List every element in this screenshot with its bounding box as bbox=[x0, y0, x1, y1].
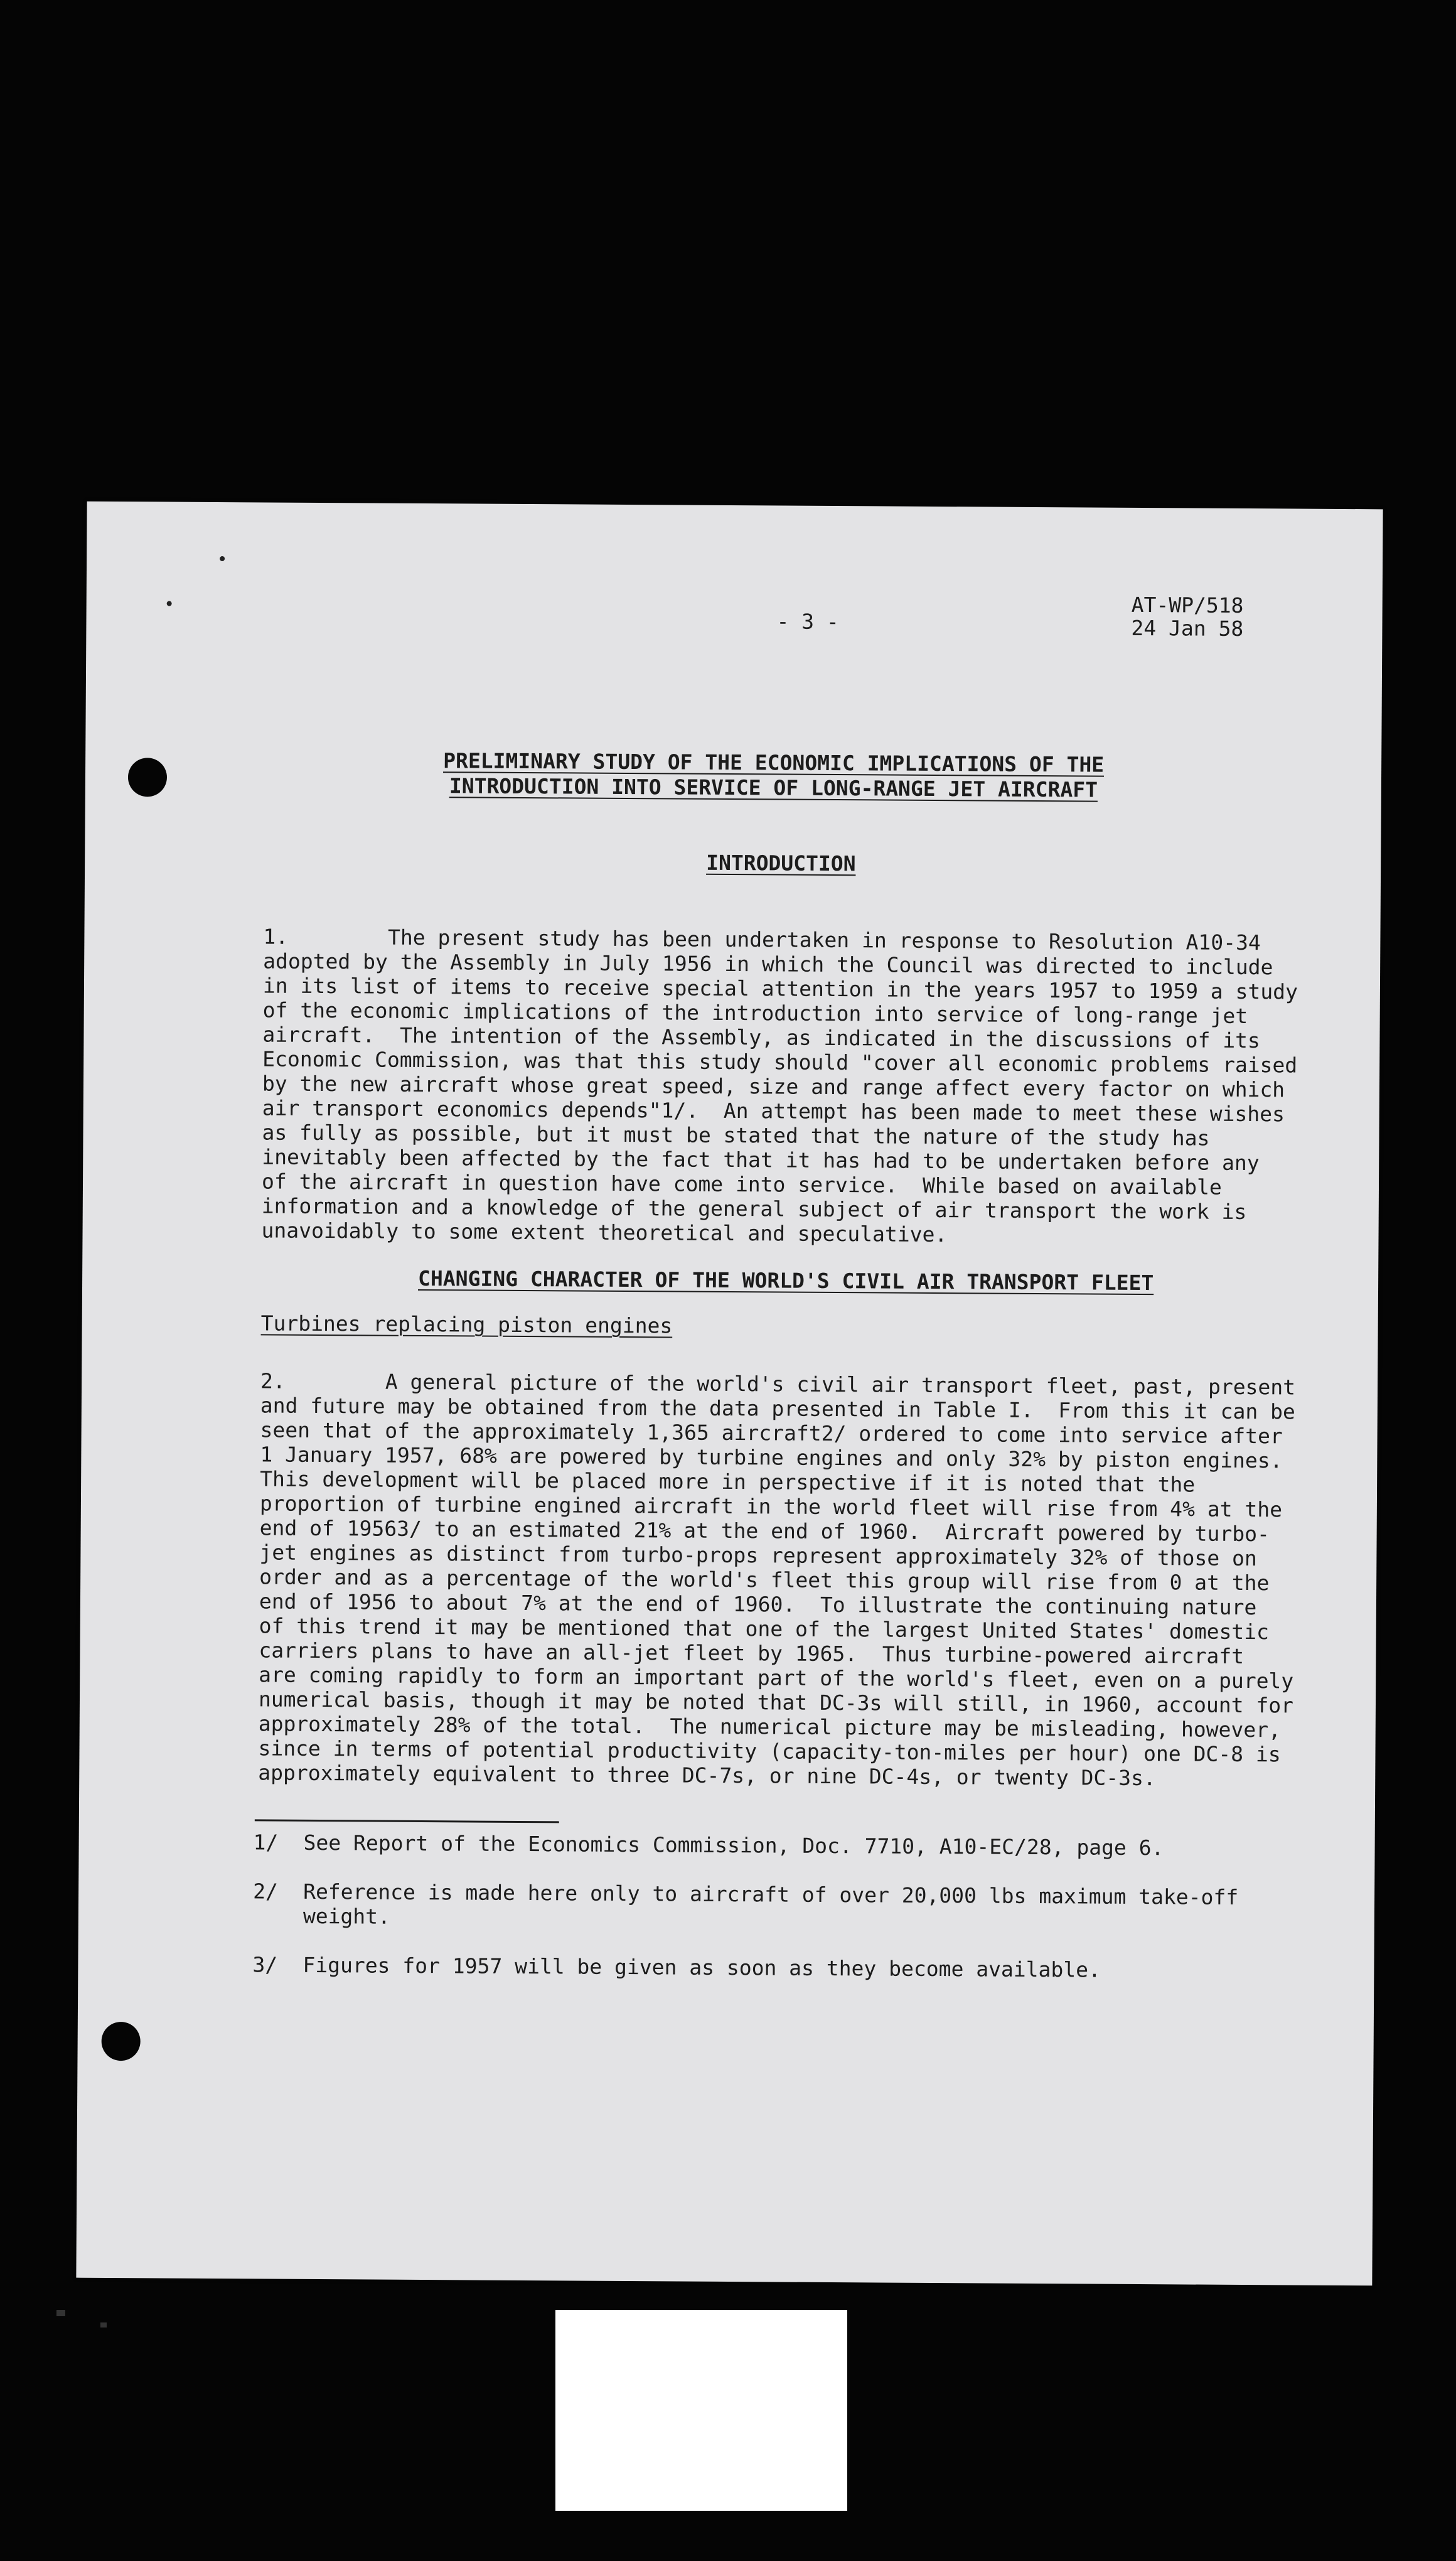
speck-mark bbox=[167, 601, 172, 606]
paragraph-line: inevitably been affected by the fact that it has had to be undertaken before any bbox=[262, 1144, 1260, 1176]
document-date: 24 Jan 58 bbox=[1131, 615, 1244, 641]
paragraph-line: approximately equivalent to three DC-7s, or nine DC-4s, or twenty DC-3s. bbox=[258, 1760, 1156, 1791]
footnote-mark: 2/ bbox=[253, 1879, 279, 1904]
subheading-turbines: Turbines replacing piston engines bbox=[260, 1311, 673, 1338]
paragraph-line: order and as a percentage of the world's fleet this group will rise from 0 at the bbox=[259, 1564, 1270, 1596]
footnote-mark: 1/ bbox=[253, 1830, 279, 1855]
paragraph-line: This development will be placed more in perspective if it is noted that the bbox=[260, 1466, 1196, 1497]
punch-hole-bottom bbox=[101, 2022, 140, 2061]
footnote-text: weight. bbox=[302, 1903, 391, 1929]
speck-mark bbox=[220, 556, 225, 561]
section-heading-fleet: CHANGING CHARACTER OF THE WORLD'S CIVIL AIR TRANSPORT FLEET bbox=[417, 1265, 1154, 1296]
paragraph-line: air transport economics depends"1/. An attempt has been made to meet these wishes bbox=[262, 1095, 1285, 1127]
film-edge-mark bbox=[56, 2310, 65, 2316]
document-page bbox=[76, 502, 1383, 2286]
paragraph-line: numerical basis, though it may be noted that DC-3s will still, in 1960, account for bbox=[258, 1687, 1294, 1718]
paragraph-line: 1 January 1957, 68% are powered by turbine engines and only 32% by piston engines. bbox=[260, 1442, 1283, 1473]
section-heading-introduction: INTRODUCTION bbox=[706, 850, 856, 876]
page-number: - 3 - bbox=[776, 609, 839, 635]
paragraph-line: are coming rapidly to form an important part of the world's fleet, even on a purely bbox=[259, 1662, 1294, 1694]
paragraph-line: of the economic implications of the introduction into service of long-range jet bbox=[262, 997, 1248, 1029]
paragraph-line: of this trend it may be mentioned that one of the largest United States' domestic bbox=[259, 1613, 1270, 1645]
paragraph-line: end of 1956 to about 7% at the end of 1960. To illustrate the continuing nature bbox=[259, 1589, 1257, 1620]
paragraph-line: 1. The present study has been undertaken in response to Resolution A10-34 bbox=[263, 924, 1261, 955]
paragraph-line: as fully as possible, but it must be stated that the nature of the study has bbox=[262, 1120, 1210, 1151]
paragraph-line: information and a knowledge of the general subject of air transport the work is bbox=[261, 1193, 1247, 1225]
paragraph-line: carriers plans to have an all-jet fleet by 1965. Thus turbine-powered aircraft bbox=[259, 1638, 1245, 1669]
paragraph-line: proportion of turbine engined aircraft in the world fleet will rise from 4% at the bbox=[259, 1491, 1283, 1522]
paragraph-line: by the new aircraft whose great speed, size and range affect every factor on which bbox=[262, 1071, 1285, 1102]
punch-hole-top bbox=[128, 758, 167, 797]
paragraph-line: Economic Commission, was that this study should "cover all economic problems raised bbox=[262, 1046, 1298, 1078]
footnote-text: See Report of the Economics Commission, Doc. 7710, A10-EC/28, page 6. bbox=[303, 1830, 1164, 1860]
film-edge-mark bbox=[100, 2322, 107, 2327]
paragraph-line: seen that of the approximately 1,365 aircraft2/ ordered to come into service after bbox=[260, 1417, 1283, 1449]
footnote-text: Reference is made here only to aircraft of over 20,000 lbs maximum take-off bbox=[303, 1879, 1239, 1909]
title-line-2: INTRODUCTION INTO SERVICE OF LONG-RANGE JET AIRCRAFT bbox=[449, 773, 1098, 802]
footnote-text: Figures for 1957 will be given as soon as they become available. bbox=[302, 1952, 1101, 1982]
paragraph-line: and future may be obtained from the data presented in Table I. From this it can be bbox=[260, 1393, 1295, 1424]
paragraph-line: adopted by the Assembly in July 1956 in which the Council was directed to include bbox=[263, 948, 1273, 980]
paragraph-line: 2. A general picture of the world's civil air transport fleet, past, present bbox=[260, 1368, 1296, 1400]
paragraph-line: unavoidably to some extent theoretical and speculative. bbox=[261, 1218, 948, 1247]
document-reference: AT-WP/518 bbox=[1131, 592, 1244, 618]
paragraph-line: since in terms of potential productivity (capacity-ton-miles per hour) one DC-8 is bbox=[258, 1736, 1281, 1767]
paragraph-line: jet engines as distinct from turbo-props represent approximately 32% of those on bbox=[259, 1540, 1257, 1571]
paragraph-line: end of 19563/ to an estimated 21% at the end of 1960. Aircraft powered by turbo- bbox=[259, 1515, 1270, 1547]
blank-label-box bbox=[555, 2310, 847, 2511]
footnote-mark: 3/ bbox=[252, 1952, 278, 1977]
paragraph-line: approximately 28% of the total. The numerical picture may be misleading, however, bbox=[258, 1711, 1282, 1742]
footnote-rule bbox=[255, 1819, 559, 1823]
title-line-1: PRELIMINARY STUDY OF THE ECONOMIC IMPLICATIONS OF THE bbox=[443, 748, 1105, 777]
paragraph-line: in its list of items to receive special attention in the years 1957 to 1959 a study bbox=[262, 973, 1298, 1004]
paragraph-line: of the aircraft in question have come into service. While based on available bbox=[261, 1169, 1222, 1200]
paragraph-line: aircraft. The intention of the Assembly, as indicated in the discussions of its bbox=[262, 1022, 1260, 1053]
